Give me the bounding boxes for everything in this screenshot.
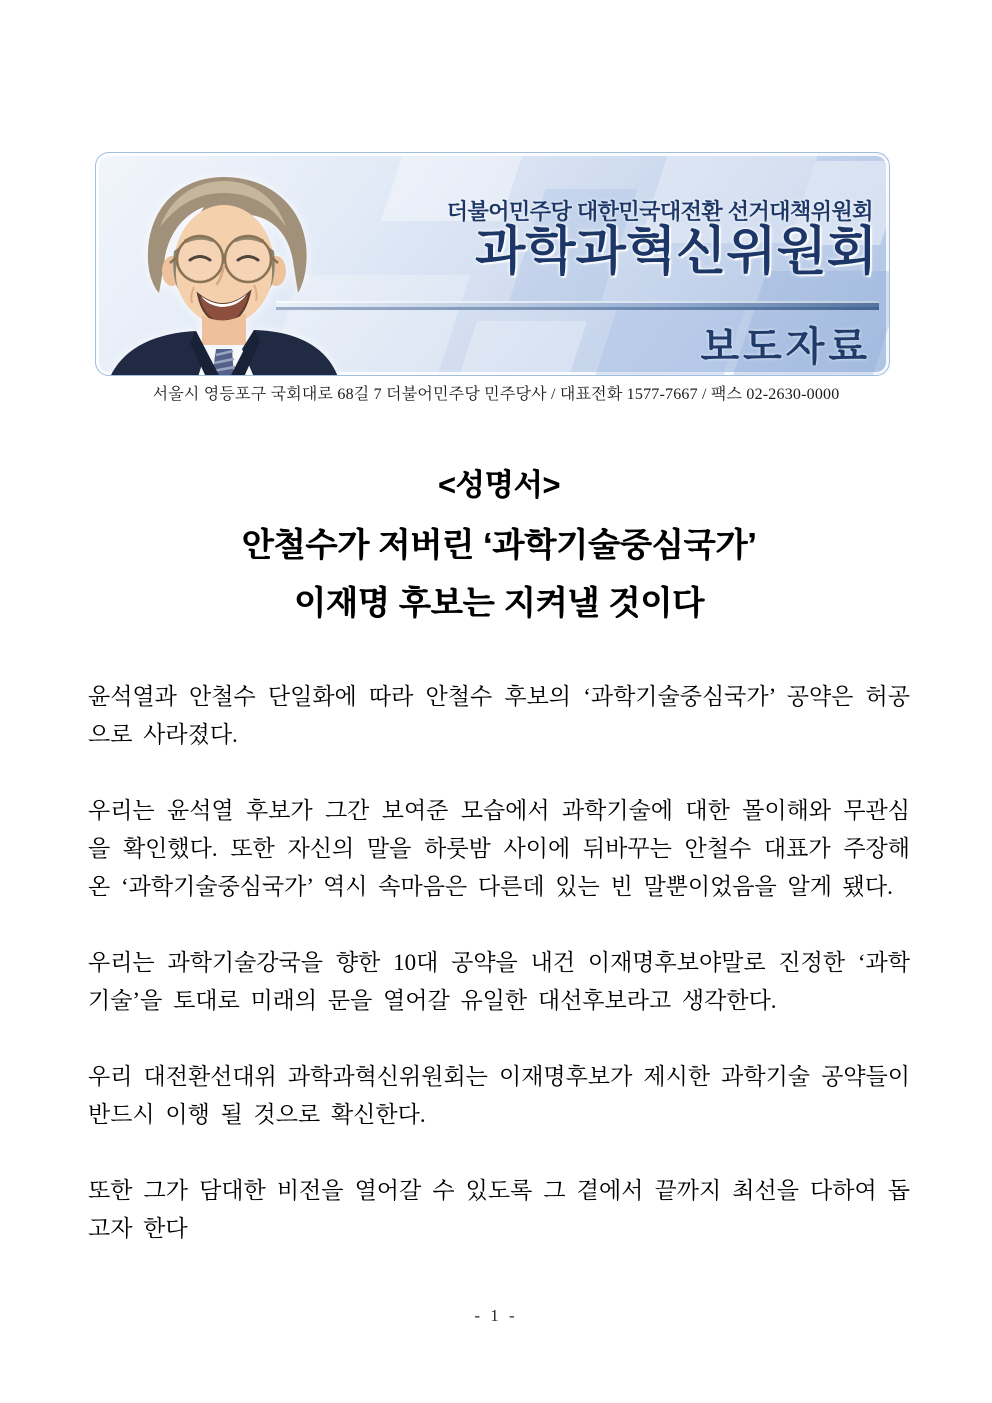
statement-title-line-1: 안철수가 저버린 ‘과학기술중심국가’ <box>241 526 757 563</box>
banner-divider-bar <box>276 301 879 310</box>
statement-title-line-2: 이재명 후보는 지켜낼 것이다 <box>293 584 705 621</box>
press-release-banner <box>95 152 890 376</box>
page-number: - 1 - <box>474 1306 518 1325</box>
banner-doc-type-label: 보도자료 <box>700 324 871 369</box>
statement-section <box>88 466 910 1286</box>
statement-heading: <성명서> <box>438 469 560 502</box>
candidate-portrait-icon <box>102 165 346 376</box>
statement-paragraph: 우리는 과학기술강국을 향한 10대 공약을 내건 이재명후보야말로 진정한 ‘과학기술’을 토대로 미래의 문을 열어갈 유일한 대선후보라고 생각한다. <box>88 950 910 1013</box>
statement-paragraph: 우리는 윤석열 후보가 그간 보여준 모습에서 과학기술에 대한 몰이해와 무관심을 확인했다. 또한 자신의 말을 하룻밤 사이에 뒤바꾸는 안철수 대표가 주장해온 ‘과학기술중심국가’ 역시 속마음은 다른데 있는 빈 말뿐이었음을 알게 됐다. <box>88 798 910 899</box>
statement-body <box>88 678 910 1248</box>
banner-organization-line: 더불어민주당 대한민국대전환 선거대책위원회 <box>446 199 873 224</box>
banner-decor-tile <box>451 321 587 376</box>
statement-paragraph: 우리 대전환선대위 과학과혁신위원회는 이재명후보가 제시한 과학기술 공약들이 반드시 이행 될 것으로 확신한다. <box>88 1064 910 1127</box>
banner-committee-title: 과학과혁신위원회 <box>475 223 877 281</box>
statement-paragraph: 윤석열과 안철수 단일화에 따라 안철수 후보의 ‘과학기술중심국가’ 공약은 허공으로 사라졌다. <box>88 684 910 747</box>
contact-address-line: 서울시 영등포구 국회대로 68길 7 더불어민주당 민주당사 / 대표전화 1577-7667 / 팩스 02-2630-0000 <box>152 386 840 403</box>
statement-paragraph: 또한 그가 담대한 비전을 열어갈 수 있도록 그 곁에서 끝까지 최선을 다하여 돕고자 한다 <box>88 1178 910 1241</box>
